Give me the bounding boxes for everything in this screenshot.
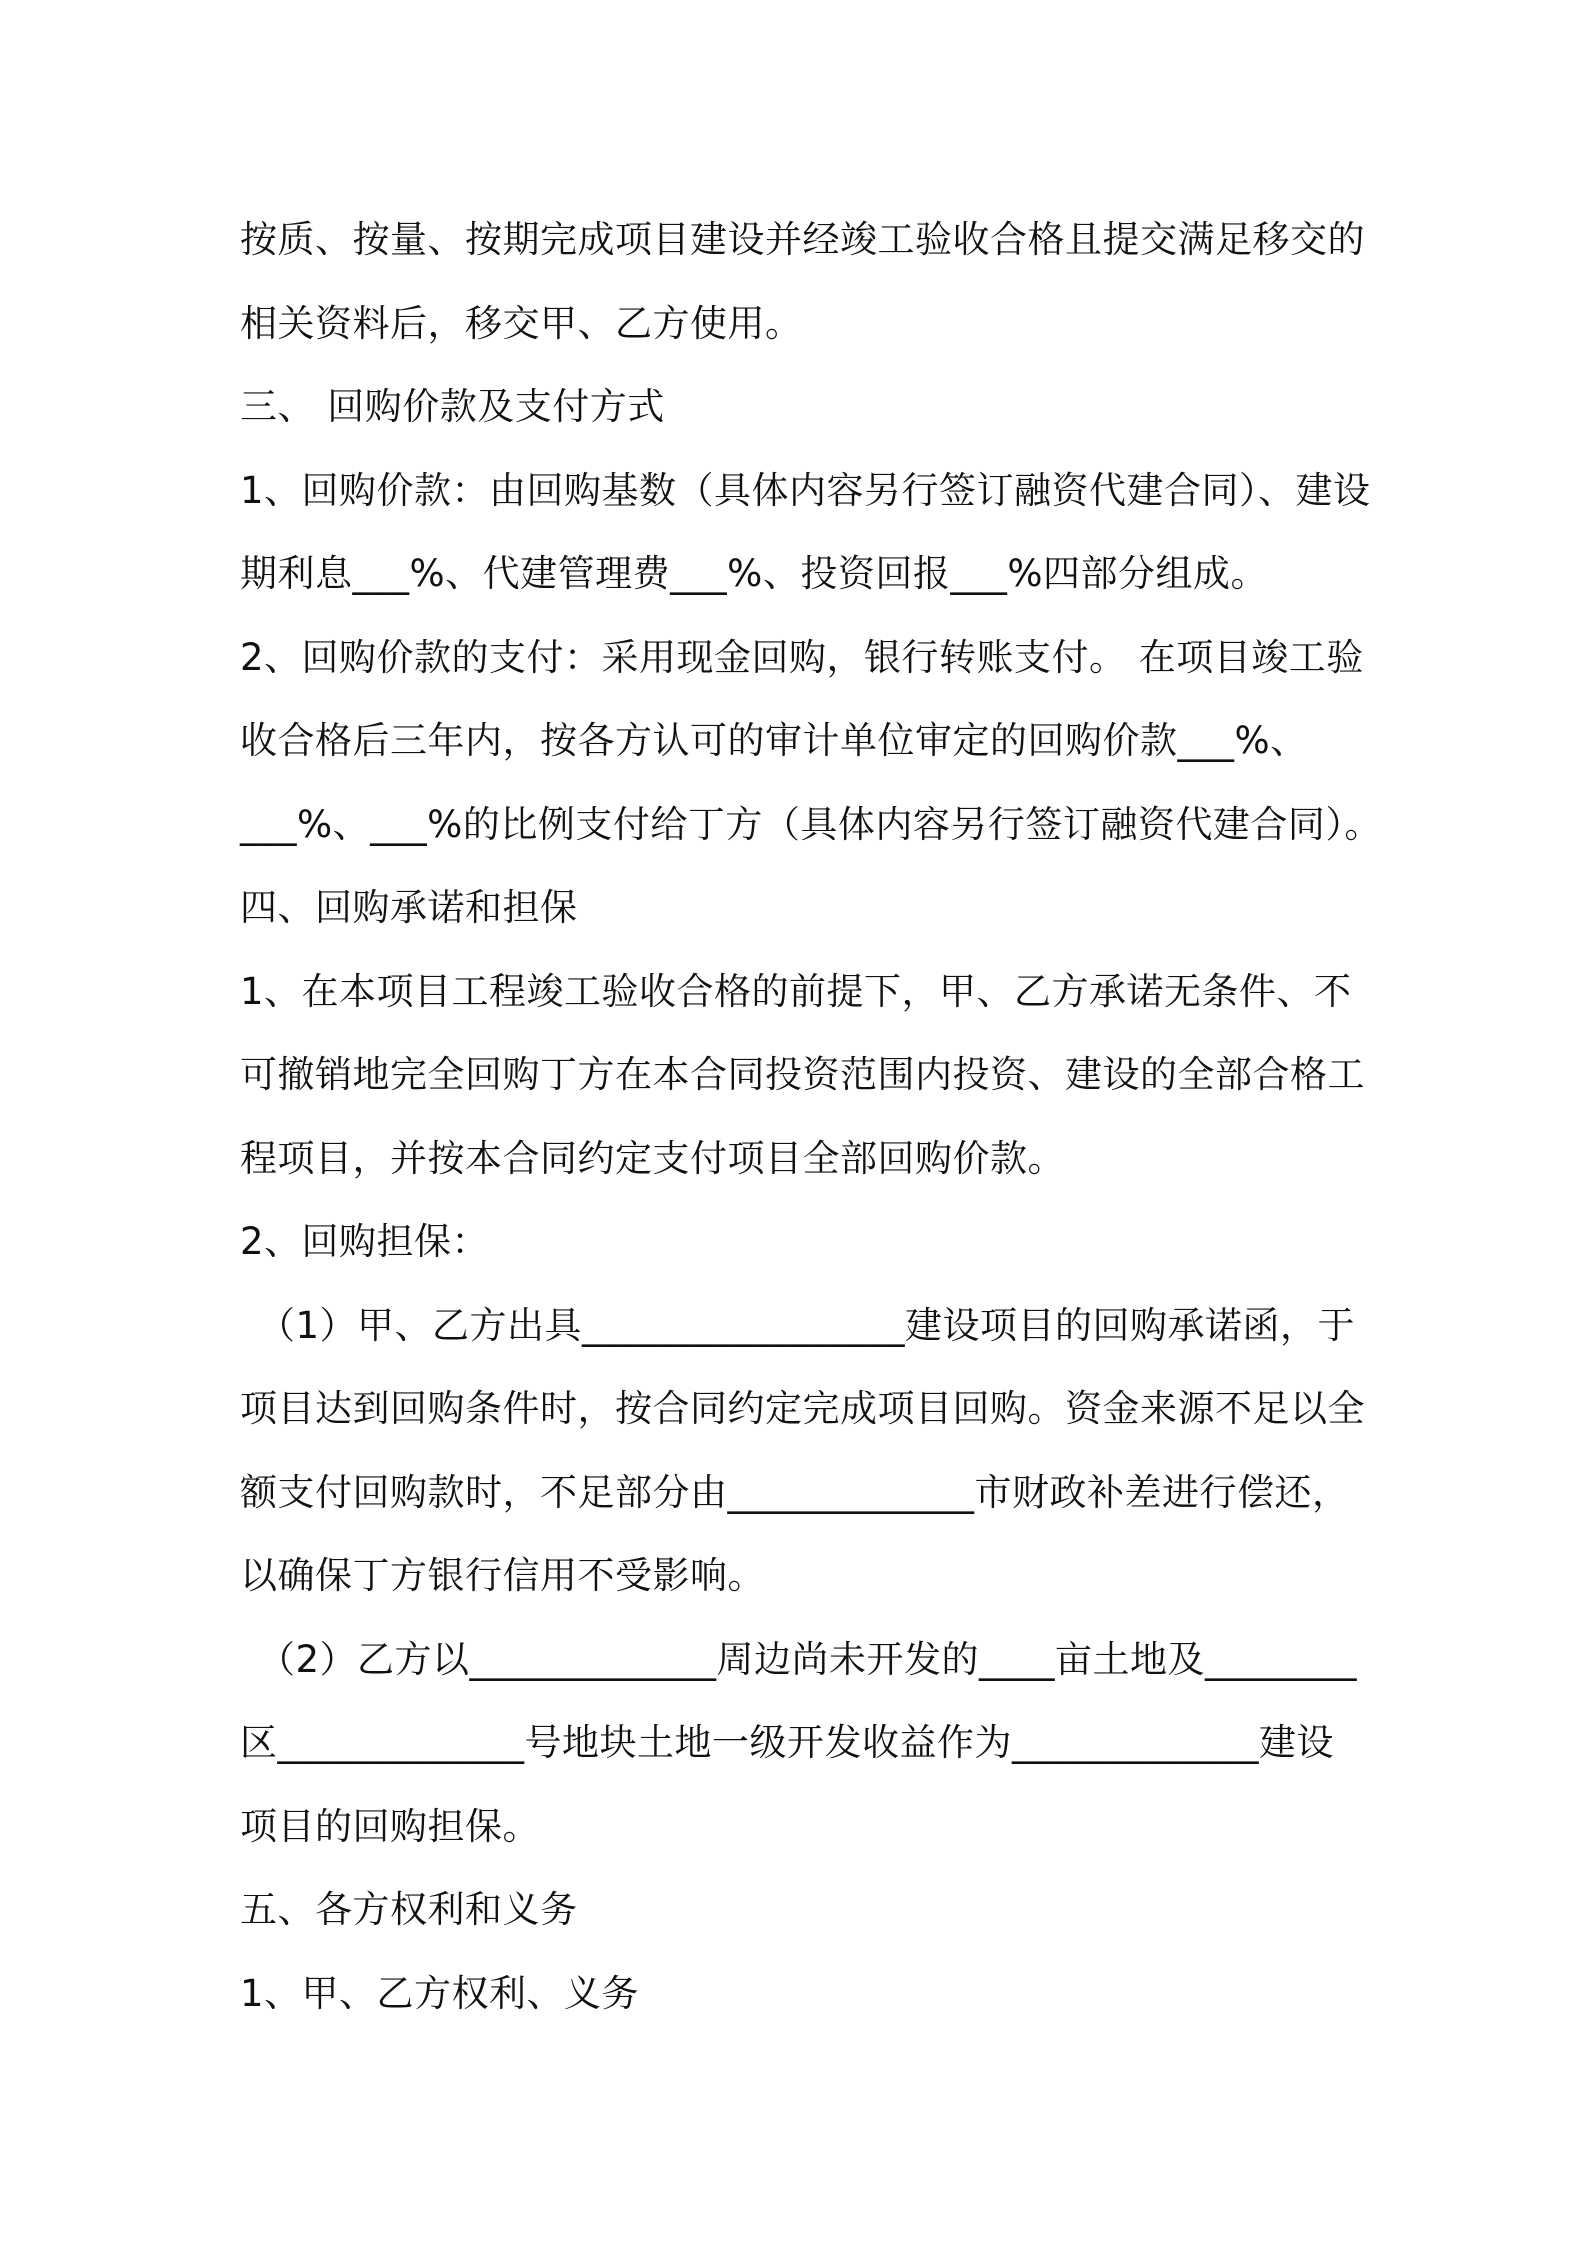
paragraph-line: 1、在本项目工程竣工验收合格的前提下，甲、乙方承诺无条件、不 <box>240 969 1352 1013</box>
section-heading-4: 四、回购承诺和担保 <box>240 886 578 929</box>
paragraph-line: 以确保丁方银行信用不受影响。 <box>240 1554 765 1597</box>
paragraph-line: 项目达到回购条件时，按合同约定完成项目回购。资金来源不足以全 <box>240 1387 1365 1430</box>
paragraph-line: （1）甲、乙方出具_________________建设项目的回购承诺函，于 <box>258 1303 1356 1347</box>
paragraph-line: 2、回购担保： <box>240 1220 490 1263</box>
paragraph-line: 收合格后三年内，按各方认可的审计单位审定的回购价款___%、 <box>240 719 1308 762</box>
section-heading-3: 三、 回购价款及支付方式 <box>240 385 665 428</box>
paragraph-line: ___%、___%的比例支付给丁方（具体内容另行签订融资代建合同）。 <box>240 802 1382 846</box>
paragraph-line: 项目的回购担保。 <box>240 1804 540 1848</box>
paragraph-line: 额支付回购款时，不足部分由_____________市财政补差进行偿还， <box>240 1470 1350 1514</box>
document-body <box>240 198 1382 2035</box>
paragraph-line: 期利息___%、代建管理费___%、投资回报___%四部分组成。 <box>240 552 1268 595</box>
paragraph-line: 1、回购价款：由回购基数（具体内容另行签订融资代建合同）、建设 <box>240 468 1371 512</box>
paragraph-line: （2）乙方以_____________周边尚未开发的____亩土地及________ <box>258 1637 1358 1681</box>
paragraph-line: 相关资料后，移交甲、乙方使用。 <box>240 301 803 345</box>
paragraph-line: 区_____________号地块土地一级开发收益作为_____________建设 <box>240 1721 1334 1764</box>
paragraph-line: 程项目，并按本合同约定支付项目全部回购价款。 <box>240 1136 1065 1180</box>
paragraph-line: 2、回购价款的支付：采用现金回购，银行转账支付。 在项目竣工验 <box>240 635 1364 679</box>
paragraph-line: 可撤销地完全回购丁方在本合同投资范围内投资、建设的全部合格工 <box>240 1053 1365 1096</box>
section-heading-5: 五、各方权利和义务 <box>240 1888 578 1931</box>
paragraph-line: 按质、按量、按期完成项目建设并经竣工验收合格且提交满足移交的 <box>240 218 1365 261</box>
paragraph-line: 1、甲、乙方权利、义务 <box>240 1971 640 2015</box>
